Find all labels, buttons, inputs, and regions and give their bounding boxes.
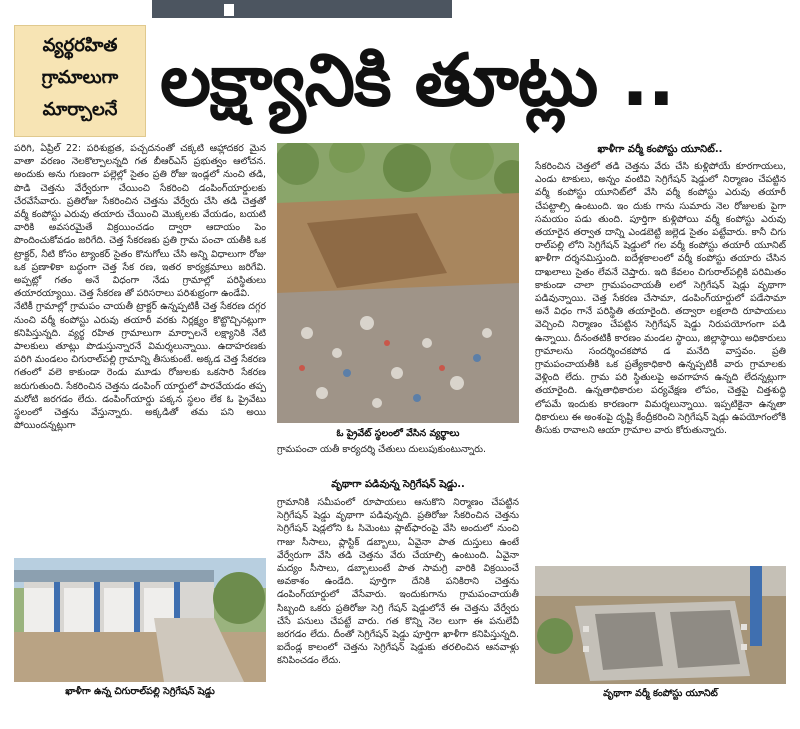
- subhead-segregation-shed: వృథాగా పడివున్న సెగ్రిగేషన్ షెడ్డు..: [331, 479, 465, 490]
- photo3-caption: వృథాగా వర్మీ కంపోస్టు యూనిట్: [603, 688, 718, 699]
- col1-paragraph-1: పరిగి, ఏప్రిల్ 22: పరిశుభ్రత, పచ్చదనంతో చక్కటి ఆహ్లాదకర మైన వాతా వరణం నెలకొల్పాలన్నది గత బీఆర్ఎస్ ప్రభుత్వం ఆలోచన. అందుకు అను గుణంగా పల్లెల్లో సైతం ప్రతి రోజు ఇండ్లలో నుంచి తడి, పొడి చెత్తను వేర్వేరుగా చేయించి సేకరించి డంపింగ్‌యార్డులకు చేరవేసేవారు. ప్రతిరోజు సేకరించిన చెత్తను వేర్వేరు చేసి తడి చెత్తతో వర్మీ కంపోస్టు ఎరువు తయారు చేయించి మొక్కలకు వేయడం, బయటి వారికి అవసరమైతే విక్రయించడం ద్వారా ఆదాయం పెం పొందించుకోవడం జరిగేది. చెత్త సేకరణకు ప్రతి గ్రామ పంచా యతీకి ఒక ట్రాక్టర్, నీటి కోసం ట్యాంకర్ సైతం కొనుగోలు చేసి అన్ని విధాలుగా రోజు ఒక ప్రణాళికా బద్ధంగా చెత్త సేక రణ, ఇతర కార్యక్రమాలు జరిగేవి. అప్పట్లో గతం అనే విధంగా నేడు గ్రామాల్లో పరిస్థితులు తయారయ్యాయి. చెత్త సేకరణ తో పరిసరాలు పరిశుభ్రంగా ఉండేవి.: [14, 143, 266, 300]
- kicker-line-3: మార్చాలనే: [42, 99, 118, 120]
- col2-tail-text: గ్రామపంచా యతీ కార్యదర్శి చేతులు దులుపుకుంటున్నారు.: [277, 444, 486, 455]
- headline: లక్ష్యానికి తూట్లు ..: [160, 38, 675, 122]
- article-column-1: [14, 142, 266, 556]
- top-banner-bar: [152, 0, 452, 18]
- kicker-line-2: గ్రామాలుగా: [41, 67, 119, 88]
- article-column-3: సేకరించిన చెత్తలో తడి చెత్తను వేరు చేసి కుళ్లిపోయే కూరగాయలు, ఎండు టాకులు, అన్నం వంటివి సెగ్రిగేషన్ షెడ్డులో నిర్మాణం చేపట్టిన వర్మీ కంపోస్టు యూనిట్‌లో వేసి వర్మీ కంపోస్టు ఎరువు తయారీ చేపట్టాల్సి ఉంటుంది. ఇం దుకు గాను సుమారు నెల రోజులకు పైగా సమయం పడు తుంది. పూర్తిగా కుళ్లిపోయి వర్మీ కంపోస్టు ఎరువు తయారైన తర్వాత దాన్ని ఎండబెట్టి జల్లెడ సైతం పట్టేవారు. కానీ చిగు రాల్‌పల్లి లోని సెగ్రిగేషన్ షెడ్డులో గల వర్మీ కంపోస్టు తయారీ యూనిట్ ఖాళీగా దర్శనమిస్తుంది. ఐదేళ్లకాలంలో వర్మీ కంపోస్టు తయారు చేసిన దాఖలాలు సైతం లేవనే చెప్తారు. ఇది కేవలం చిగురాల్‌పల్లికి పరిమితం కాకుండా చాలా గ్రామపంచాయతీ లలో సెగ్రిగేషన్ షెడ్లు వృథాగా పడివున్నాయి. చెత్త సేకరణ చేసామా, డంపింగ్‌యార్డులో పడేసామా అనే విధం గానే పరిస్థితి తయారైంది. తద్వారా లక్షలాది రూపాయలు వెచ్చించి నిర్మాణం చేపట్టిన సెగ్రిగేషన్ షెడ్డు నిరుపయోగంగా పడి ఉన్నాయి. దీనంతటికీ కారణం మండల స్థాయి, జిల్లాస్థాయి అధికారులు గ్రామాలను సందర్శించకపోవ డ మనేది వాస్తవం. ప్రతి గ్రామపంచాయతీకి ఒక ప్రత్యేకాధికారి ఉన్నప్పటికీ వారు గ్రామాలకు వెళ్లింది లేదు. గ్రామ పరి స్థితులపై అవగాహన ఉన్నది లేదన్నట్లుగా తయారైంది. ఉన్నతాధికారుల పర్యవేక్షణ లోపం, చెత్తపై చిత్తశుద్ధి లోపమే ఇందుకు కారణంగా విమర్శలున్నాయి. ఇప్పటికైనా ఉన్నతా ధికారులు ఈ అంశంపై దృష్టి కేంద్రీకరించి సెగ్రిగేషన్ షెడ్లు ఉపయోగంలోకి తీసుకు రావాలని ఆయా గ్రామాల వారు కోరుతున్నారు.: [535, 161, 786, 437]
- col1-paragraph-2: నేటికీ గ్రామాల్లో గ్రామపం చాయతీ ట్రాక్టర్ ఉన్నప్పటికీ చెత్త సేకరణ దగ్గర నుంచి వర్మీ కంపోస్టు ఎరువు తయారీ వరకు నిర్లక్ష్యం కొట్టొచ్చినట్లుగా కనిపిస్తున్నది. వ్యర్థ రహిత గ్రామాలుగా మార్చాలనే లక్ష్యానికి నేటి పాలకులు తూట్లు పొడుస్తున్నారనే విమర్శలున్నాయి. ఉదాహరణకు పరిగి మండలం చిగురాల్‌పల్లి గ్రామాన్ని తీసుకుంటే. అక్కడ చెత్త సేకరణ గతంలో వలె కాకుండా రెండు మూడు రోజులకు ఒకసారి సేకరణ జరుగుతుంది. సేకరించిన చెత్తను డంపింగ్ యార్డులో పారవేయడం తప్ప మరోటి జరగడం లేదు. డంపింగ్‌యార్డు పక్కన స్థలం లేక ఓ ప్రైవేటు స్థలంలో చెత్తను వేస్తున్నారు. అక్కడితో తమ పని అయి పోయిందన్నట్లుగా: [14, 301, 266, 432]
- segregation-shed-photo: [14, 558, 266, 682]
- photo2-caption: ఖాళీగా ఉన్న చిగురాల్‌పల్లి సెగ్రిగేషన్ షెడ్డు: [65, 686, 215, 697]
- dump-site-photo: [277, 143, 519, 423]
- subhead-vermi-compost: ఖాళీగా వర్మీ కంపోస్టు యూనిట్..: [597, 144, 723, 155]
- kicker-line-1: వ్యర్థరహిత: [42, 35, 118, 56]
- vermi-compost-unit-photo: [535, 566, 786, 684]
- photo1-caption: ఓ ప్రైవేట్ స్థలంలో వేసిన వ్యర్థాలు: [336, 428, 460, 439]
- banner-mark: [224, 4, 234, 16]
- kicker-box: [14, 25, 146, 137]
- article-column-2: గ్రామానికి సమీపంలో రూపాయలు ఆనుకొని నిర్మాణం చేపట్టిన సెగ్రిగేషన్ షెడ్డు వృథాగా పడివున్నది. ప్రతిరోజు సేకరించిన చెత్తను సెగ్రిగేషన్ షెడ్లలోని ఓ సిమెంటు ప్లాట్‌ఫారంపై వేసి అందులో నుంచి గాజు సీసాలు, ప్లాస్టిక్ డబ్బాలు, ఏవైనా పాత దుస్తులు ఉంటే వేర్వేరుగా వేసి తడి చెత్తను వేరు చేయాల్సి ఉంటుంది. ఏవైనా మద్యం సీసాలు, డబ్బాలుంటే పాత సామగ్రి వారికి విక్రయించే అవకాశం ఉండేది. పూర్తిగా దేనికి పనికిరాని చెత్తను డంపింగ్‌యార్డులో వేసేవారు. ఇందుకుగాను గ్రామపంచాయతీ సిబ్బంది ఒకరు ప్రతిరోజు సెగ్రి గేషన్ షెడ్డులోనే ఈ చెత్తను వేర్వేరు చేసే పనులు చేపట్టే వారు. గత కొన్ని నెల లుగా ఈ పనులేవీ జరగడం లేదు. దీంతో సెగ్రిగేషన్ షెడ్డు పూర్తిగా ఖాళీగా కనిపిస్తున్నది. ఐదేండ్ల కాలంలో చెత్తను సెగ్రిగేషన్ షెడ్డుకు తరలించిన ఆనవాళ్లు కనిపించడం లేదు.: [277, 497, 519, 667]
